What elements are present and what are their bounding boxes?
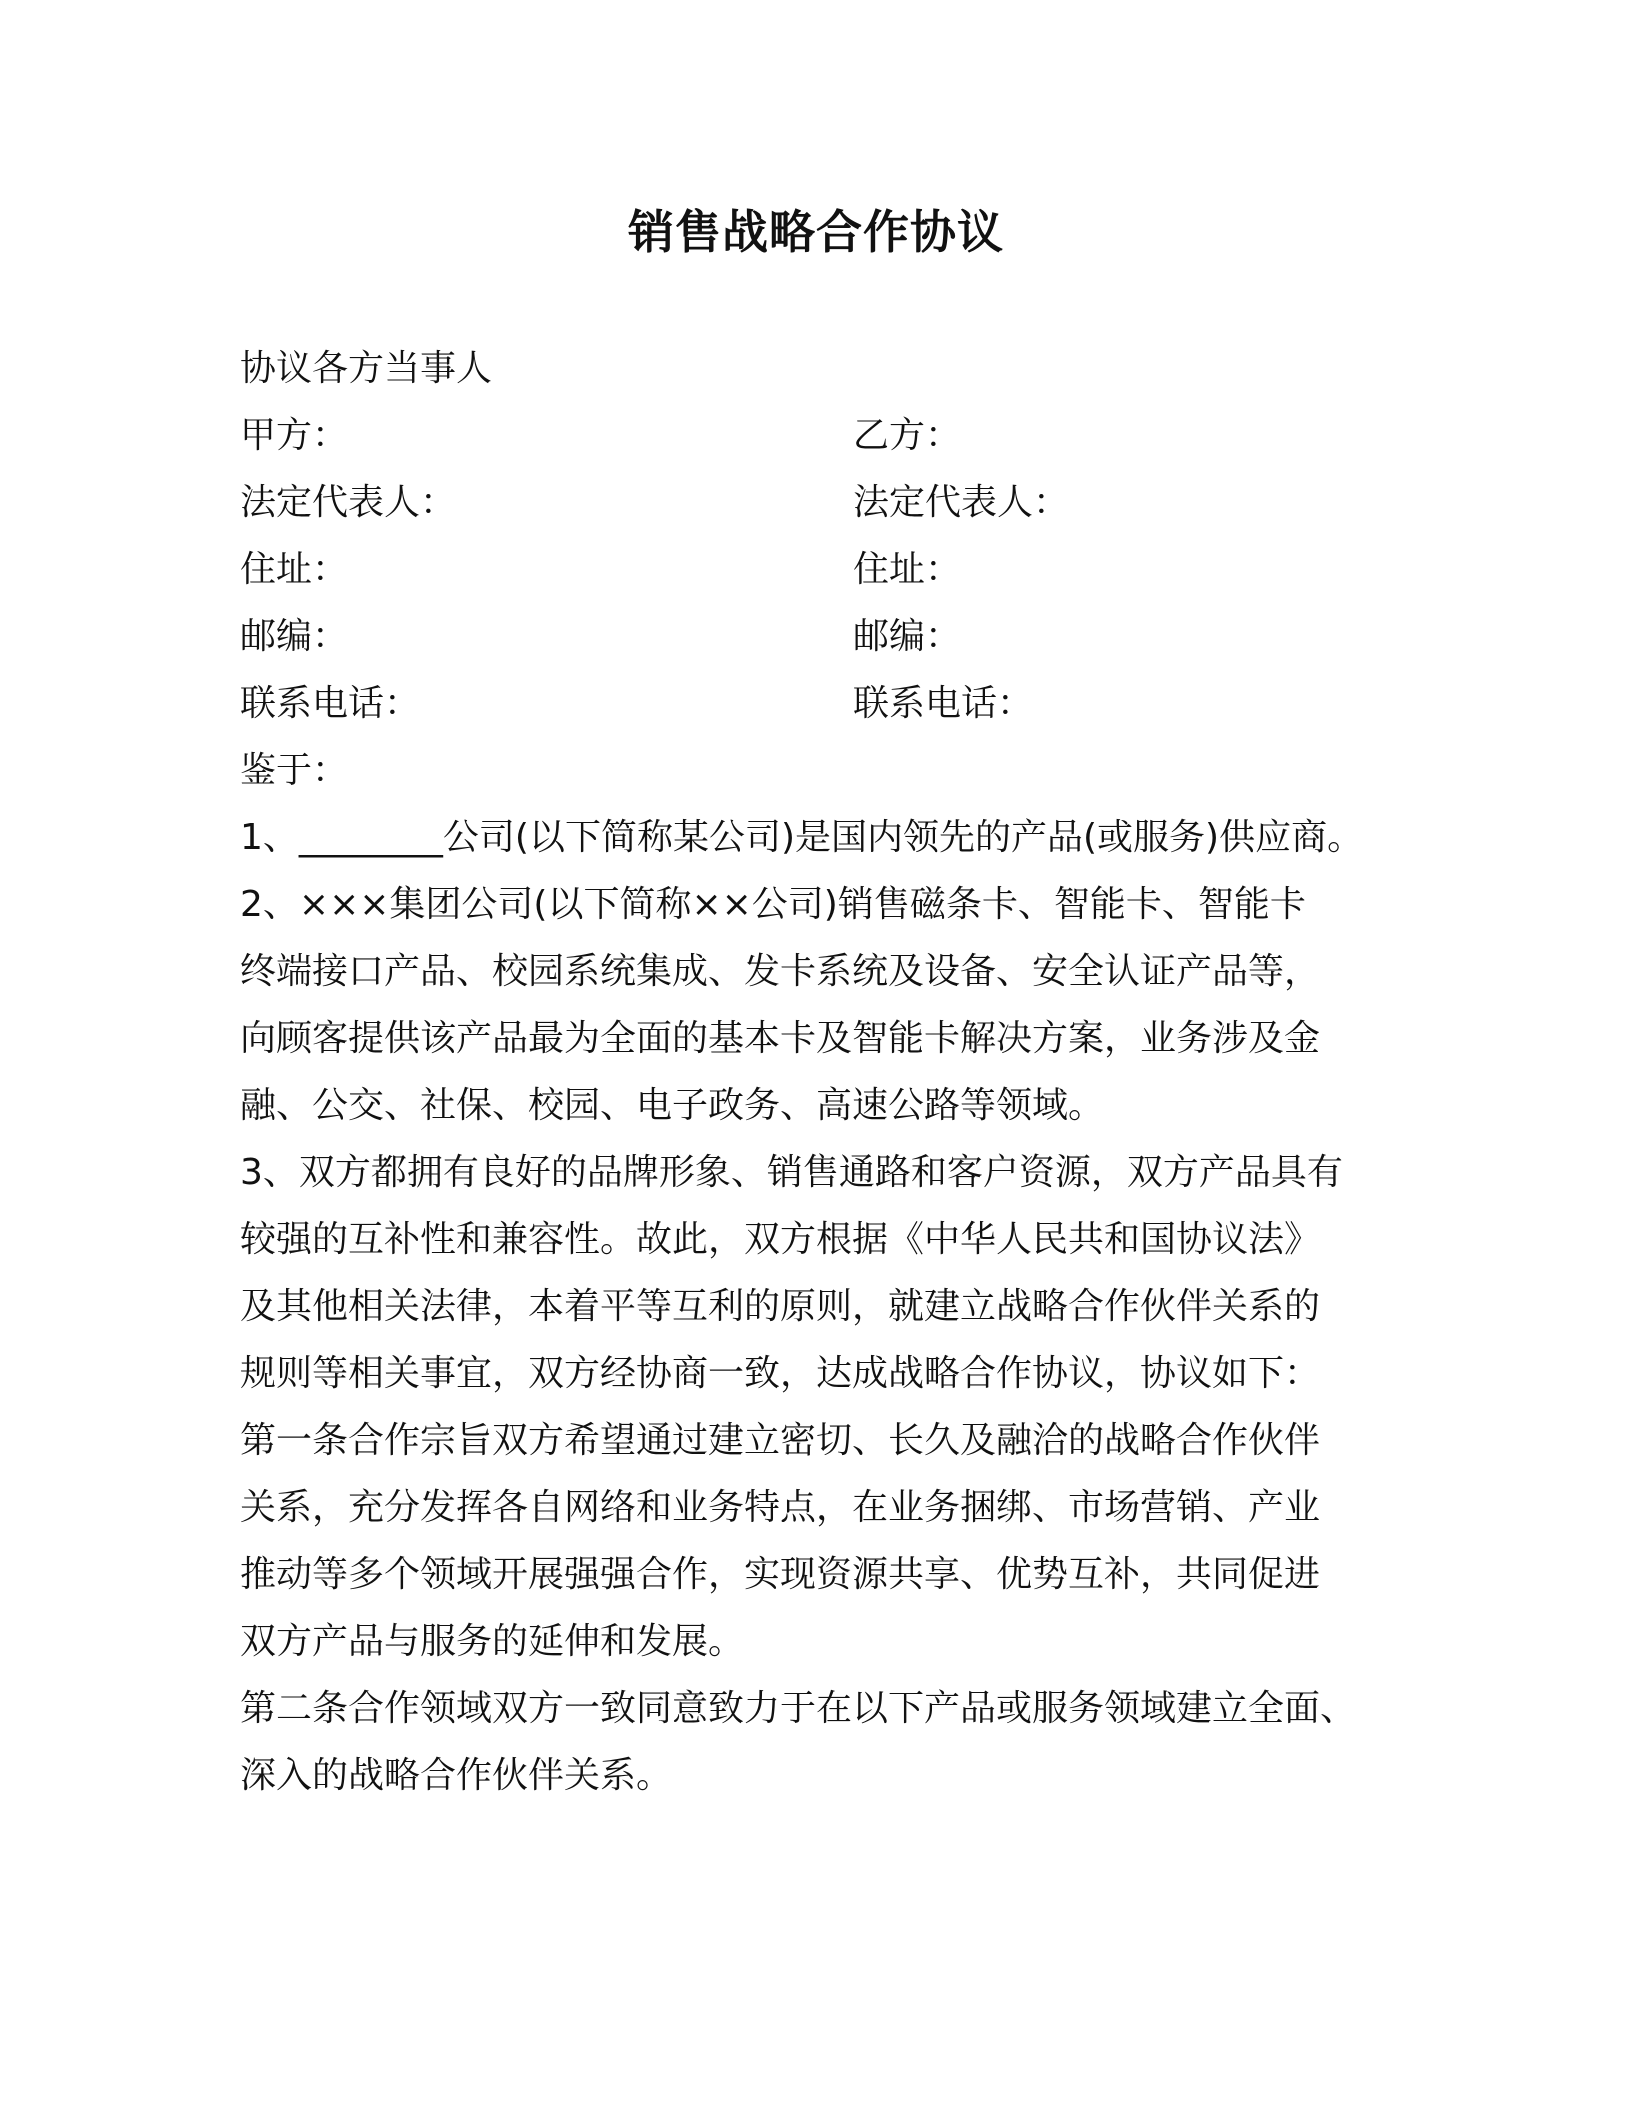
party-row: [240, 469, 1400, 536]
party-a-phone-label: 联系电话：: [240, 683, 421, 724]
paragraph-line: 及其他相关法律，本着平等互利的原则，就建立战略合作伙伴关系的: [240, 1286, 1321, 1327]
document-title: 销售战略合作协议: [628, 205, 1004, 259]
recital-1: [240, 804, 1400, 871]
paragraph-line: 1、________公司(以下简称某公司)是国内领先的产品(或服务)供应商。: [240, 817, 1364, 858]
paragraph-line: 融、公交、社保、校园、电子政务、高速公路等领域。: [240, 1085, 1105, 1126]
paragraph-line: 规则等相关事宜，双方经协商一致，达成战略合作协议，协议如下：: [240, 1353, 1321, 1394]
paragraph-line: 关系，充分发挥各自网络和业务特点，在业务捆绑、市场营销、产业: [240, 1487, 1321, 1528]
paragraph-line: 3、双方都拥有良好的品牌形象、销售通路和客户资源，双方产品具有: [240, 1152, 1343, 1193]
party-b-label: 乙方：: [853, 415, 962, 456]
party-b-address-label: 住址：: [853, 549, 962, 590]
paragraph-line: 较强的互补性和兼容性。故此，双方根据《中华人民共和国协议法》: [240, 1219, 1321, 1260]
recital-2: [240, 871, 1400, 1139]
paragraph-line: 第二条合作领域双方一致同意致力于在以下产品或服务领域建立全面、: [240, 1688, 1357, 1729]
paragraph-line: 终端接口产品、校园系统集成、发卡系统及设备、安全认证产品等，: [240, 951, 1321, 992]
party-b-phone-label: 联系电话：: [853, 683, 1034, 724]
party-a-label: 甲方：: [240, 415, 349, 456]
paragraph-line: 2、×××集团公司(以下简称××公司)销售磁条卡、智能卡、智能卡: [240, 884, 1306, 925]
party-a-postcode-label: 邮编：: [240, 616, 349, 657]
paragraph-line: 深入的战略合作伙伴关系。: [240, 1755, 673, 1796]
paragraph-line: 推动等多个领域开展强强合作，实现资源共享、优势互补，共同促进: [240, 1554, 1321, 1595]
article-1: [240, 1407, 1400, 1675]
party-b-postcode-label: 邮编：: [853, 616, 962, 657]
party-row: [240, 402, 1400, 469]
parties-heading: 协议各方当事人: [240, 348, 493, 389]
party-row: [240, 536, 1400, 603]
party-b-representative-label: 法定代表人：: [853, 482, 1070, 523]
party-row: [240, 670, 1400, 737]
paragraph-line: 第一条合作宗旨双方希望通过建立密切、长久及融洽的战略合作伙伴: [240, 1420, 1321, 1461]
article-2: [240, 1675, 1400, 1809]
whereas-heading: 鉴于：: [240, 750, 349, 791]
document-body: [240, 335, 1400, 1809]
paragraph-line: 向顾客提供该产品最为全面的基本卡及智能卡解决方案，业务涉及金: [240, 1018, 1321, 1059]
party-row: [240, 603, 1400, 670]
party-a-address-label: 住址：: [240, 549, 349, 590]
party-a-representative-label: 法定代表人：: [240, 482, 457, 523]
recital-3: [240, 1139, 1400, 1407]
paragraph-line: 双方产品与服务的延伸和发展。: [240, 1621, 745, 1662]
